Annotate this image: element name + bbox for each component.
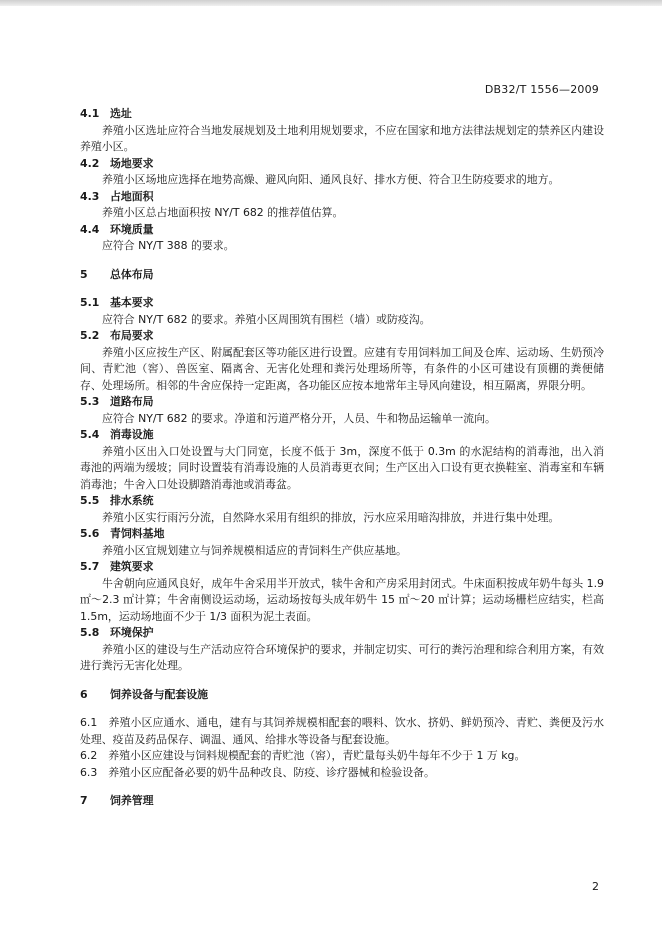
heading-4-1 [80,106,604,123]
paragraph-4-2: 养殖小区场地应选择在地势高燥、避风向阳、通风良好、排水方便、符合卫生防疫要求的地方。 [102,173,560,186]
heading-title: 环境质量 [110,222,154,236]
page-number: 2 [592,880,599,893]
paragraph-5-2: 养殖小区应按生产区、附属配套区等功能区进行设置。应建有专用饲料加工间及仓库、运动场、生奶预冷间、青贮池（窖）、兽医室、隔离舍、无害化处理和粪污处理场所等，有条件的小区可建设有顶棚的粪便储存、处理场所。相邻的牛舍应保持一定距离，各功能区应按本地常年主导风向建设，相互隔离，界限分明。 [80,345,604,392]
heading-number: 4.3 [80,189,100,203]
paragraph-5-5: 养殖小区实行雨污分流，自然降水采用有组织的排放，污水应采用暗沟排放，并进行集中处理。 [102,510,560,524]
heading-5-1 [80,295,604,312]
heading-title: 布局要求 [110,329,154,342]
heading-title: 排水系统 [110,494,154,507]
heading-title: 饲养管理 [110,794,154,807]
heading-5-8 [80,625,604,642]
spacer [80,255,604,267]
heading-number: 5 [80,267,88,281]
heading-title: 环境保护 [110,626,154,639]
scan-top-band [0,0,662,6]
heading-4-3 [80,189,604,206]
paragraph-6-3: 6.3 养殖小区应配备必要的奶牛品种改良、防疫、诊疗器械和检验设备。 [80,765,435,779]
heading-title: 选址 [110,107,132,120]
heading-number: 6 [80,687,88,701]
heading-title: 基本要求 [110,296,154,309]
heading-number: 5.3 [80,395,100,408]
spacer [80,781,604,793]
heading-title: 消毒设施 [110,428,154,441]
heading-5-3 [80,394,604,411]
heading-title: 道路布局 [110,395,154,408]
heading-5-7 [80,559,604,576]
heading-number: 5.6 [80,527,100,540]
heading-number: 5.2 [80,329,100,342]
heading-title: 饲养设备与配套设施 [110,687,209,701]
heading-number: 5.7 [80,560,100,573]
heading-5-4 [80,427,604,444]
heading-4-2 [80,156,604,173]
heading-title: 建筑要求 [110,560,154,573]
heading-number: 4.4 [80,222,100,236]
heading-number: 4.2 [80,156,100,170]
heading-number: 7 [80,794,88,807]
heading-number: 5.4 [80,428,100,441]
heading-title: 占地面积 [110,189,154,203]
heading-number: 5.8 [80,626,100,639]
paragraph-6-1: 6.1 养殖小区应通水、通电，建有与其饲养规模相配套的喂料、饮水、挤奶、鲜奶预冷、青贮、粪便及污水处理、疫苗及药品保存、调温、通风、给排水等设备与配套设施。 [80,716,604,746]
paragraph-4-4: 应符合 NY/T 388 的要求。 [102,239,235,252]
heading-number: 5.1 [80,296,100,309]
spacer [80,675,604,687]
paragraph-4-3: 养殖小区总占地面积按 NY/T 682 的推荐值估算。 [102,206,344,219]
paragraph-5-3: 应符合 NY/T 682 的要求。净道和污道严格分开，人员、牛和物品运输单一流向。 [102,411,496,425]
spacer [80,703,604,715]
heading-number: 5.5 [80,494,100,507]
heading-5-5 [80,493,604,510]
heading-5-2 [80,328,604,345]
document-body [80,106,604,810]
heading-title: 青饲料基地 [110,527,165,540]
paragraph-5-6: 养殖小区宜规划建立与饲养规模相适应的青饲料生产供应基地。 [102,543,407,557]
document-code: DB32/T 1556—2009 [484,83,599,96]
heading-number: 4.1 [80,107,100,120]
heading-6 [80,687,604,704]
heading-title: 场地要求 [110,156,154,170]
paragraph-5-1: 应符合 NY/T 682 的要求。养殖小区周围筑有围栏（墙）或防疫沟。 [102,312,431,326]
paragraph-5-8: 养殖小区的建设与生产活动应符合环境保护的要求，并制定切实、可行的粪污治理和综合利用方案，有效进行粪污无害化处理。 [80,642,604,672]
paragraph-6-2: 6.2 养殖小区应建设与饲料规模配套的青贮池（窖），青贮量每头奶牛每年不少于 1 万 kg。 [80,749,526,762]
heading-7 [80,793,604,810]
paragraph-4-1: 养殖小区选址应符合当地发展规划及土地利用规划要求，不应在国家和地方法律法规划定的禁养区内建设养殖小区。 [80,123,604,153]
heading-5 [80,267,604,284]
heading-4-4 [80,222,604,239]
heading-title: 总体布局 [110,267,154,281]
spacer [80,283,604,295]
heading-5-6 [80,526,604,543]
paragraph-5-7: 牛舍朝向应通风良好，成年牛舍采用半开放式，犊牛舍和产房采用封闭式。牛床面积按成年奶牛每头 1.9 ㎡～2.3 ㎡计算；牛舍南侧设运动场，运动场按每头成年奶牛 15 ㎡～20 ㎡计算；运动场栅栏应结实，栏高 1.5m，运动场地面不少于 1/3 面积为泥土表面。 [80,576,604,623]
paragraph-5-4: 养殖小区出入口处设置与大门同宽，长度不低于 3m，深度不低于 0.3m 的水泥结构的消毒池，出入消毒池的两端为缓坡；同时设置装有消毒设施的人员消毒更衣间；生产区出入口设有更衣换鞋室、消毒室和车辆消毒池；牛舍入口处设脚踏消毒池或消毒盆。 [80,444,604,491]
